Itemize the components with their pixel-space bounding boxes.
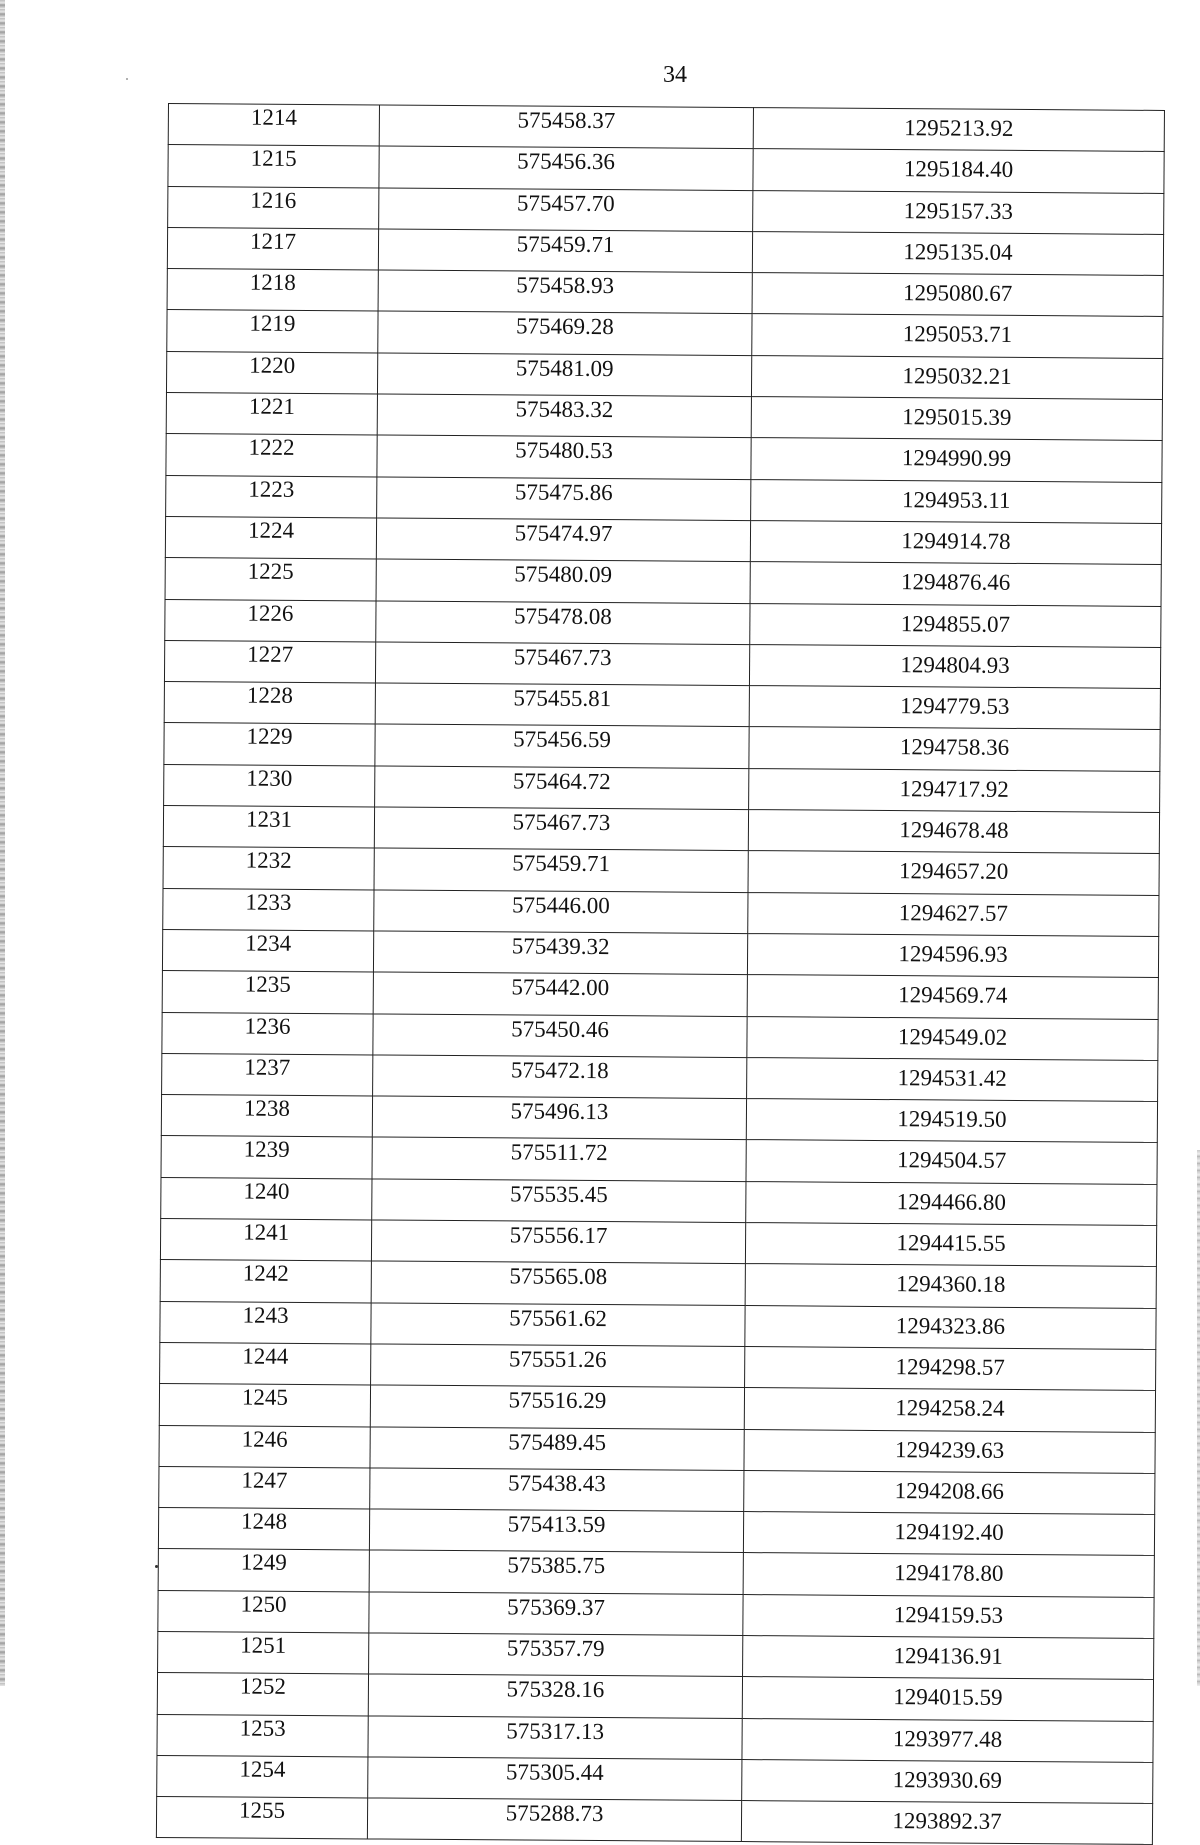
y-coordinate-cell: 1294758.36 xyxy=(749,727,1160,771)
table-row xyxy=(167,269,1163,317)
y-coordinate-cell: 1294990.99 xyxy=(751,438,1162,482)
x-coordinate-cell: 575480.53 xyxy=(377,435,751,479)
point-number-cell: 1254 xyxy=(157,1755,368,1798)
y-coordinate-cell: 1294323.86 xyxy=(745,1305,1156,1349)
table-row xyxy=(163,847,1159,895)
y-coordinate-cell: 1294569.74 xyxy=(747,975,1158,1019)
x-coordinate-cell: 575556.17 xyxy=(371,1220,745,1264)
y-coordinate-cell: 1294855.07 xyxy=(750,603,1161,647)
y-coordinate-cell: 1294258.24 xyxy=(744,1388,1155,1432)
table-row xyxy=(164,764,1160,812)
y-coordinate-cell: 1294239.63 xyxy=(744,1429,1155,1473)
table-row xyxy=(162,971,1158,1019)
table-row xyxy=(160,1301,1156,1349)
point-number-cell: 1232 xyxy=(163,847,374,890)
point-number-cell: 1249 xyxy=(158,1549,369,1592)
table-row xyxy=(158,1549,1154,1597)
table-row xyxy=(168,104,1164,152)
y-coordinate-cell: 1294876.46 xyxy=(750,562,1161,606)
y-coordinate-cell: 1294549.02 xyxy=(747,1016,1158,1060)
point-number-cell: 1240 xyxy=(161,1177,372,1220)
x-coordinate-cell: 575483.32 xyxy=(377,394,751,438)
point-number-cell: 1243 xyxy=(160,1301,371,1344)
y-coordinate-cell: 1295015.39 xyxy=(751,397,1162,441)
point-number-cell: 1217 xyxy=(167,227,378,270)
y-coordinate-cell: 1294298.57 xyxy=(745,1346,1156,1390)
y-coordinate-cell: 1294953.11 xyxy=(751,479,1162,523)
table-row xyxy=(162,1053,1158,1101)
x-coordinate-cell: 575459.71 xyxy=(378,229,752,273)
table-row xyxy=(159,1425,1155,1473)
y-coordinate-cell: 1294159.53 xyxy=(743,1594,1154,1638)
point-number-cell: 1222 xyxy=(166,434,377,477)
y-coordinate-cell: 1295032.21 xyxy=(751,355,1162,399)
y-coordinate-cell: 1295080.67 xyxy=(752,273,1163,317)
y-coordinate-cell: 1294015.59 xyxy=(742,1677,1153,1721)
point-number-cell: 1224 xyxy=(165,516,376,559)
point-number-cell: 1241 xyxy=(160,1218,371,1261)
point-number-cell: 1235 xyxy=(162,971,373,1014)
table-row xyxy=(160,1218,1156,1266)
x-coordinate-cell: 575438.43 xyxy=(370,1468,744,1512)
table-row xyxy=(158,1631,1154,1679)
table-row xyxy=(163,806,1159,854)
x-coordinate-cell: 575439.32 xyxy=(373,931,747,975)
scan-edge-left xyxy=(0,0,5,1686)
x-coordinate-cell: 575369.37 xyxy=(369,1592,743,1636)
point-number-cell: 1218 xyxy=(167,269,378,312)
x-coordinate-cell: 575464.72 xyxy=(375,766,749,810)
y-coordinate-cell: 1294504.57 xyxy=(746,1140,1157,1184)
point-number-cell: 1246 xyxy=(159,1425,370,1468)
point-number-cell: 1245 xyxy=(159,1384,370,1427)
table-row xyxy=(162,929,1158,977)
table-row xyxy=(165,558,1161,606)
table-row xyxy=(168,186,1164,234)
x-coordinate-cell: 575481.09 xyxy=(377,353,751,397)
x-coordinate-cell: 575467.73 xyxy=(375,642,749,686)
y-coordinate-cell: 1294415.55 xyxy=(745,1223,1156,1267)
table-row xyxy=(157,1714,1153,1762)
point-number-cell: 1251 xyxy=(158,1631,369,1674)
point-number-cell: 1236 xyxy=(162,1012,373,1055)
table-row xyxy=(164,640,1160,688)
x-coordinate-cell: 575496.13 xyxy=(372,1096,746,1140)
table-row xyxy=(164,723,1160,771)
table-row xyxy=(161,1177,1157,1225)
x-coordinate-cell: 575478.08 xyxy=(376,601,750,645)
x-coordinate-cell: 575385.75 xyxy=(369,1550,743,1594)
table-row xyxy=(166,475,1162,523)
y-coordinate-cell: 1294596.93 xyxy=(747,934,1158,978)
table-body xyxy=(156,104,1164,1845)
y-coordinate-cell: 1294531.42 xyxy=(747,1057,1158,1101)
y-coordinate-cell: 1294136.91 xyxy=(743,1636,1154,1680)
table-row xyxy=(162,1012,1158,1060)
point-number-cell: 1250 xyxy=(158,1590,369,1633)
y-coordinate-cell: 1294717.92 xyxy=(749,768,1160,812)
point-number-cell: 1214 xyxy=(168,104,379,147)
table-row xyxy=(164,682,1160,730)
y-coordinate-cell: 1294657.20 xyxy=(748,851,1159,895)
x-coordinate-cell: 575516.29 xyxy=(370,1385,744,1429)
table-row xyxy=(160,1342,1156,1390)
point-number-cell: 1247 xyxy=(159,1466,370,1509)
y-coordinate-cell: 1295184.40 xyxy=(753,149,1164,193)
table-row xyxy=(158,1508,1154,1556)
point-number-cell: 1216 xyxy=(168,186,379,229)
table-row xyxy=(161,1095,1157,1143)
table-row xyxy=(157,1755,1153,1803)
y-coordinate-cell: 1295213.92 xyxy=(753,108,1164,152)
y-coordinate-cell: 1293930.69 xyxy=(742,1759,1153,1803)
x-coordinate-cell: 575328.16 xyxy=(368,1674,742,1718)
point-number-cell: 1234 xyxy=(162,929,373,972)
x-coordinate-cell: 575455.81 xyxy=(375,683,749,727)
point-number-cell: 1215 xyxy=(168,145,379,188)
table-row xyxy=(167,310,1163,358)
x-coordinate-cell: 575561.62 xyxy=(371,1303,745,1347)
y-coordinate-cell: 1294360.18 xyxy=(745,1264,1156,1308)
table-row xyxy=(165,599,1161,647)
table-row xyxy=(166,393,1162,441)
y-coordinate-cell: 1294178.80 xyxy=(743,1553,1154,1597)
x-coordinate-cell: 575472.18 xyxy=(373,1055,747,1099)
y-coordinate-cell: 1294519.50 xyxy=(746,1099,1157,1143)
point-number-cell: 1238 xyxy=(161,1095,372,1138)
point-number-cell: 1237 xyxy=(162,1053,373,1096)
x-coordinate-cell: 575535.45 xyxy=(372,1179,746,1223)
point-number-cell: 1230 xyxy=(164,764,375,807)
y-coordinate-cell: 1294466.80 xyxy=(746,1181,1157,1225)
speck-mark xyxy=(126,78,128,80)
table-row xyxy=(168,145,1164,193)
point-number-cell: 1239 xyxy=(161,1136,372,1179)
x-coordinate-cell: 575456.59 xyxy=(375,724,749,768)
table-row xyxy=(165,516,1161,564)
table-row xyxy=(157,1673,1153,1721)
x-coordinate-cell: 575458.93 xyxy=(378,270,752,314)
x-coordinate-cell: 575446.00 xyxy=(374,890,748,934)
point-number-cell: 1229 xyxy=(164,723,375,766)
y-coordinate-cell: 1294627.57 xyxy=(748,892,1159,936)
table-row xyxy=(166,434,1162,482)
x-coordinate-cell: 575475.86 xyxy=(377,477,751,521)
point-number-cell: 1248 xyxy=(158,1508,369,1551)
x-coordinate-cell: 575474.97 xyxy=(376,518,750,562)
x-coordinate-cell: 575459.71 xyxy=(374,848,748,892)
x-coordinate-cell: 575511.72 xyxy=(372,1137,746,1181)
point-number-cell: 1226 xyxy=(165,599,376,642)
table-row xyxy=(166,351,1162,399)
point-number-cell: 1233 xyxy=(163,888,374,931)
x-coordinate-cell: 575456.36 xyxy=(379,146,753,190)
point-number-cell: 1253 xyxy=(157,1714,368,1757)
y-coordinate-cell: 1293977.48 xyxy=(742,1718,1153,1762)
y-coordinate-cell: 1294779.53 xyxy=(749,686,1160,730)
page-number: 34 xyxy=(663,62,687,88)
table-row xyxy=(158,1590,1154,1638)
y-coordinate-cell: 1294208.66 xyxy=(744,1470,1155,1514)
x-coordinate-cell: 575551.26 xyxy=(371,1344,745,1388)
point-number-cell: 1228 xyxy=(164,682,375,725)
x-coordinate-cell: 575413.59 xyxy=(369,1509,743,1553)
x-coordinate-cell: 575565.08 xyxy=(371,1261,745,1305)
x-coordinate-cell: 575288.73 xyxy=(367,1798,741,1842)
x-coordinate-cell: 575469.28 xyxy=(378,311,752,355)
point-number-cell: 1231 xyxy=(163,806,374,849)
y-coordinate-cell: 1294914.78 xyxy=(750,521,1161,565)
point-number-cell: 1219 xyxy=(167,310,378,353)
x-coordinate-cell: 575357.79 xyxy=(369,1633,743,1677)
x-coordinate-cell: 575317.13 xyxy=(368,1716,742,1760)
y-coordinate-cell: 1294678.48 xyxy=(748,810,1159,854)
point-number-cell: 1252 xyxy=(157,1673,368,1716)
y-coordinate-cell: 1295157.33 xyxy=(753,190,1164,234)
y-coordinate-cell: 1295053.71 xyxy=(752,314,1163,358)
table-row xyxy=(159,1466,1155,1514)
x-coordinate-cell: 575442.00 xyxy=(373,972,747,1016)
table-row xyxy=(161,1136,1157,1184)
x-coordinate-cell: 575458.37 xyxy=(379,105,753,149)
y-coordinate-cell: 1293892.37 xyxy=(741,1801,1152,1845)
x-coordinate-cell: 575467.73 xyxy=(374,807,748,851)
point-number-cell: 1244 xyxy=(160,1342,371,1385)
y-coordinate-cell: 1294804.93 xyxy=(749,644,1160,688)
x-coordinate-cell: 575480.09 xyxy=(376,559,750,603)
speck-mark xyxy=(155,1565,158,1568)
x-coordinate-cell: 575305.44 xyxy=(368,1757,742,1801)
point-number-cell: 1242 xyxy=(160,1260,371,1303)
table-row xyxy=(159,1384,1155,1432)
point-number-cell: 1227 xyxy=(164,640,375,683)
x-coordinate-cell: 575450.46 xyxy=(373,1013,747,1057)
table-row xyxy=(167,227,1163,275)
x-coordinate-cell: 575457.70 xyxy=(379,188,753,232)
point-number-cell: 1225 xyxy=(165,558,376,601)
coordinate-table xyxy=(156,103,1165,1845)
point-number-cell: 1223 xyxy=(166,475,377,518)
point-number-cell: 1221 xyxy=(166,393,377,436)
point-number-cell: 1220 xyxy=(166,351,377,394)
table-row xyxy=(160,1260,1156,1308)
point-number-cell: 1255 xyxy=(156,1797,367,1840)
table-row xyxy=(156,1797,1152,1845)
y-coordinate-cell: 1294192.40 xyxy=(743,1512,1154,1556)
y-coordinate-cell: 1295135.04 xyxy=(752,231,1163,275)
table-row xyxy=(163,888,1159,936)
x-coordinate-cell: 575489.45 xyxy=(370,1426,744,1470)
